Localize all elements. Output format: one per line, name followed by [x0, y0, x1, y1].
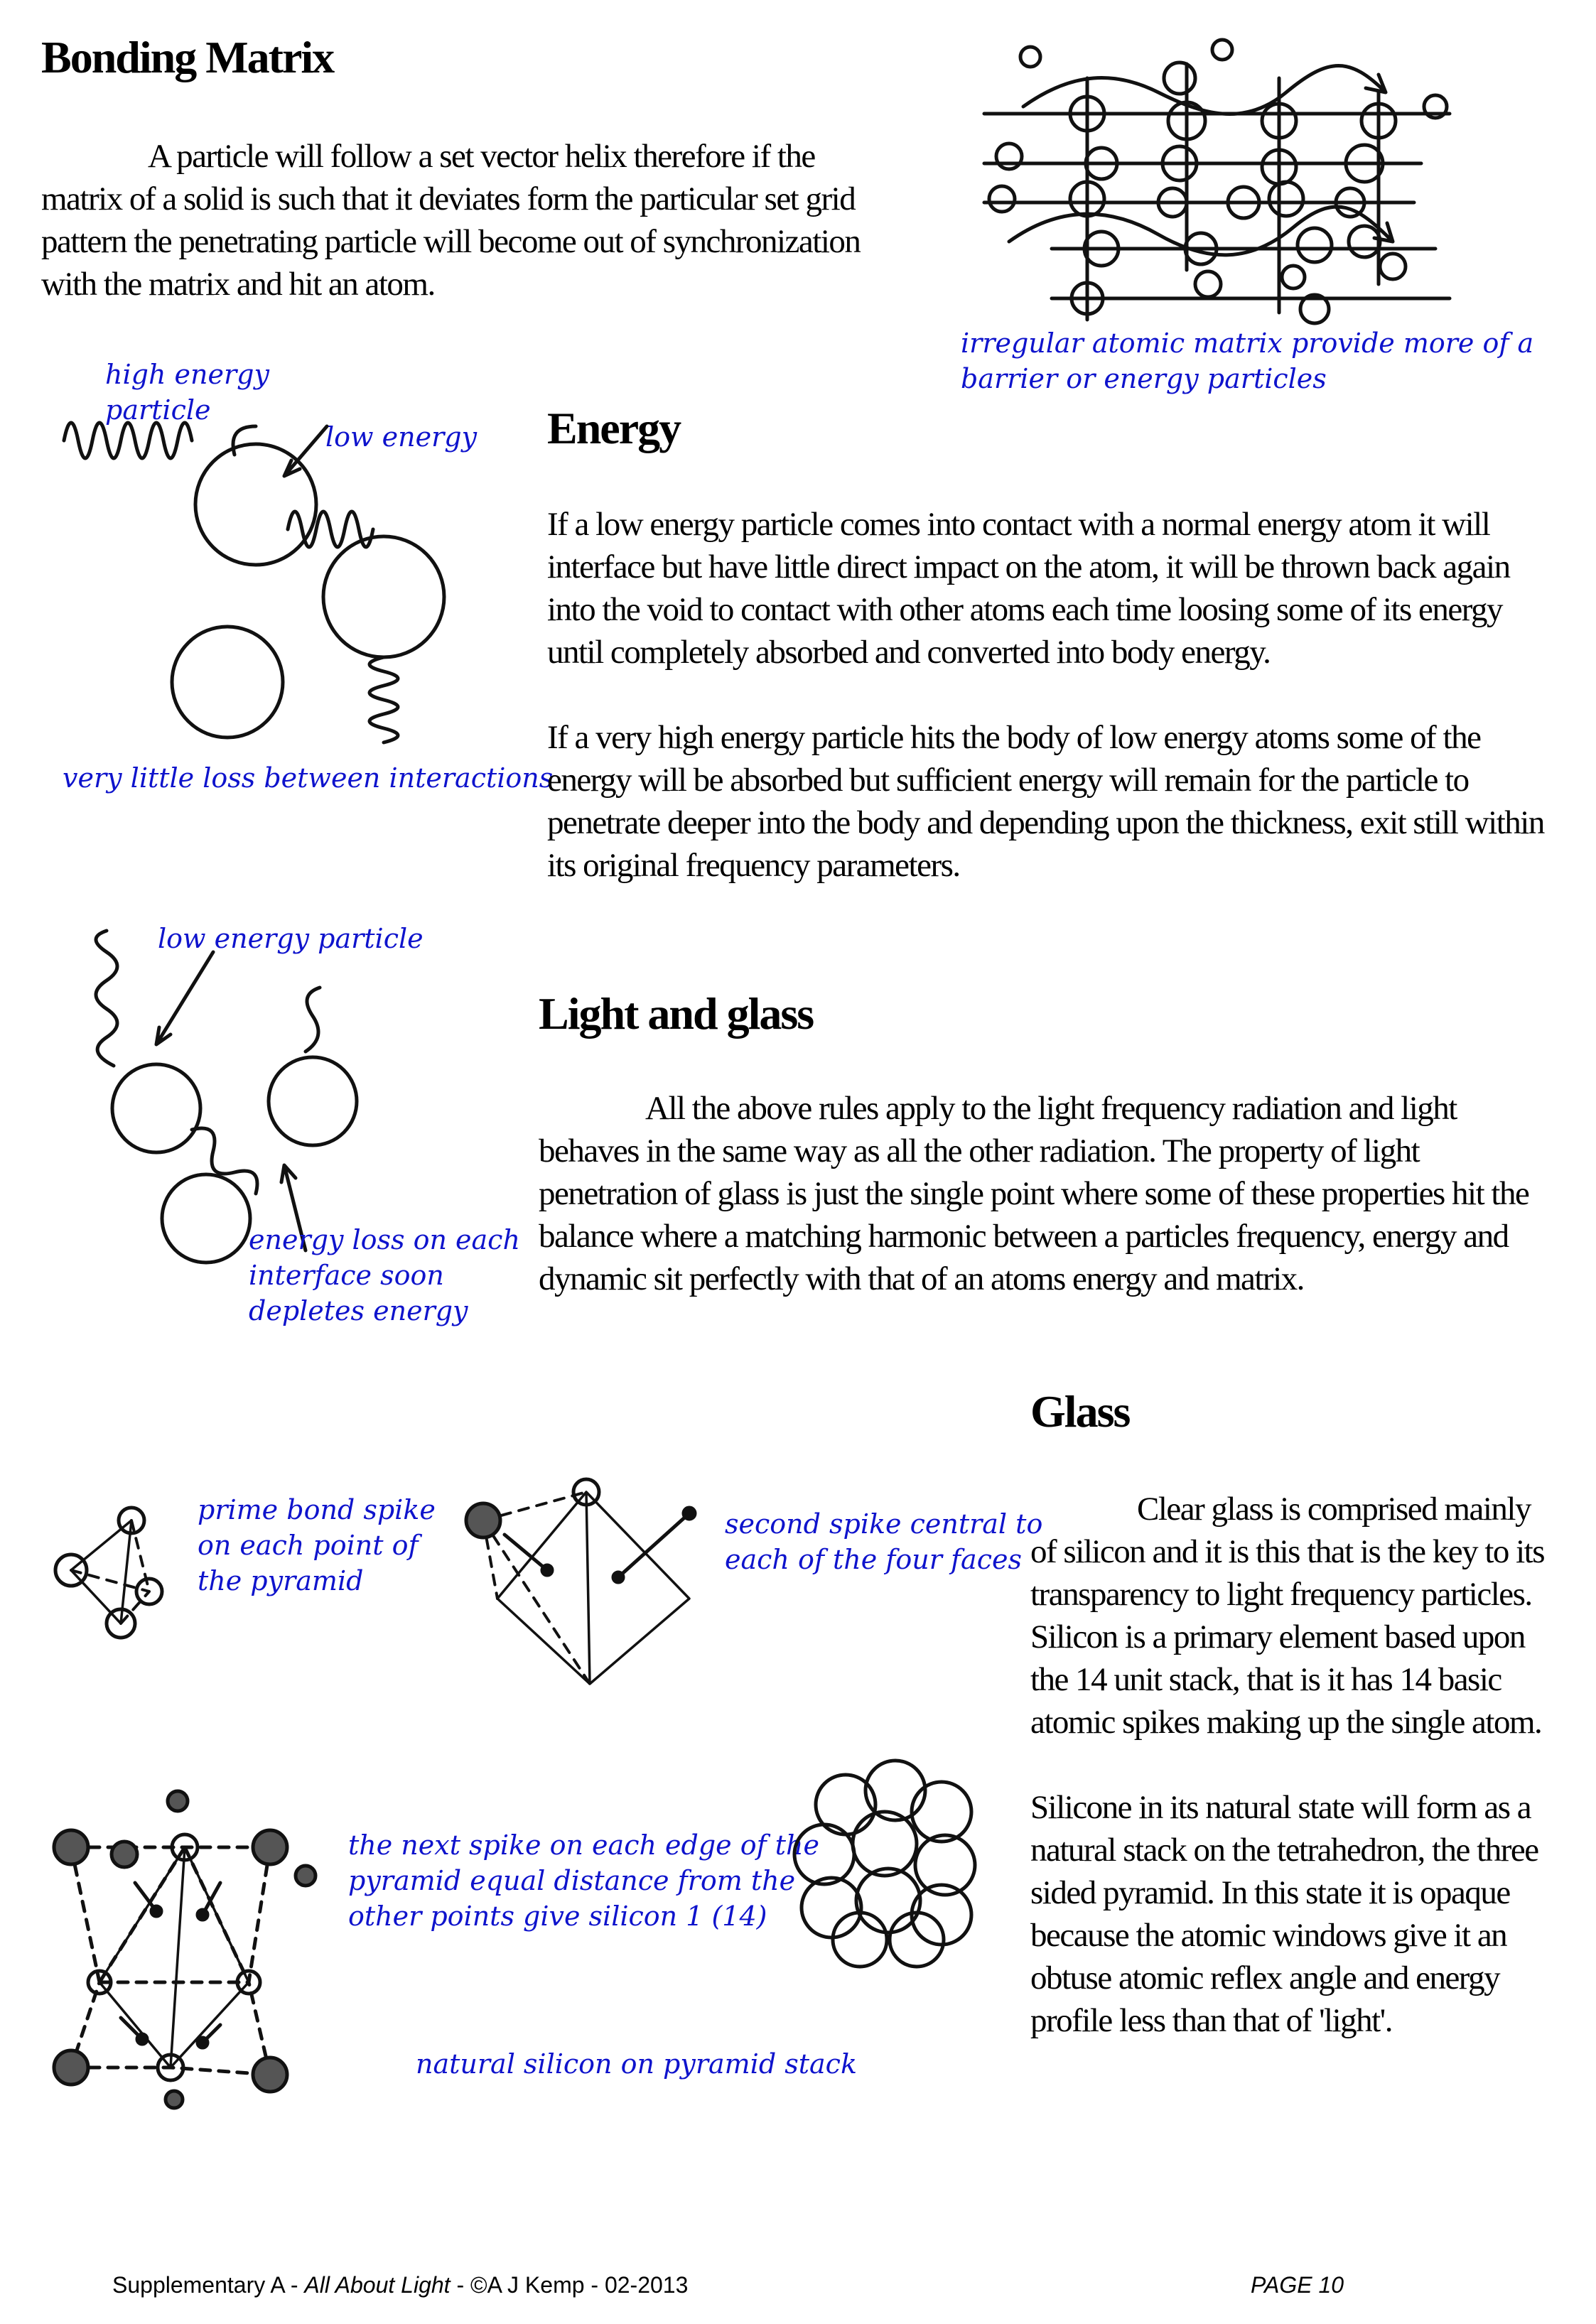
energy-loss-caption	[249, 1222, 520, 1329]
face-spike-dot-1	[542, 1565, 552, 1575]
bonding-matrix-heading: Bonding Matrix	[41, 32, 334, 82]
lattice-dot-4	[198, 2038, 207, 2048]
energy-heading: Energy	[547, 403, 681, 453]
lattice-hatched-2	[253, 1830, 287, 1864]
high-energy-particle-sketch	[50, 398, 476, 767]
lattice-hatched-1	[54, 1830, 88, 1864]
face-spikes	[505, 1513, 689, 1577]
helix-path-top	[1023, 66, 1386, 114]
footer-title: All About Light	[304, 2272, 451, 2298]
second-spike-caption-line1: second spike central to	[725, 1508, 1043, 1540]
prime-bond-caption-line2: on each point of	[198, 1530, 419, 1561]
helix-spring-3	[370, 657, 398, 742]
lattice-hatched-6	[112, 1842, 137, 1867]
second-spike-caption	[725, 1506, 1042, 1577]
irregular-matrix-caption-line2: barrier or energy particles	[961, 363, 1327, 394]
second-spike-pyramid-sketch	[455, 1471, 725, 1698]
energy-paragraph-1: If a low energy particle comes into contact with a normal energy atom it will interface but have little direct impact on the atom, it will be thrown back again into the void to contact with other atoms each time loosing some of its energy until completely absorbed and converted into body energy.	[547, 506, 1510, 671]
pyramid-dashed-edges	[71, 1520, 149, 1623]
lattice-hatched-8	[166, 2091, 183, 2108]
next-spike-caption-line2: pyramid equal distance from the	[348, 1865, 796, 1896]
second-spike-caption-line2: each of the four faces	[725, 1544, 1022, 1575]
energy-loss-caption-line1: energy loss on each	[249, 1224, 520, 1255]
page-number: PAGE 10	[1251, 2272, 1344, 2298]
lattice-solid-lines	[99, 1847, 249, 2068]
irregular-matrix-caption	[961, 325, 1533, 396]
light-and-glass-paragraph: All the above rules apply to the light frequency radiation and light behaves in the same way as all the other radiation. The property of light penetration of glass is just the single point where some of these properties hit the balance where a matching harmonic between a particles frequency, energy and dynamic sit perfectly with that of an atoms energy and matrix.	[539, 1090, 1529, 1297]
prime-bond-spike-caption	[198, 1492, 436, 1599]
bonding-matrix-paragraph	[41, 135, 866, 306]
prime-bond-caption-line3: the pyramid	[198, 1565, 364, 1596]
matrix-crosses	[984, 64, 1450, 320]
irregular-matrix-sketch	[981, 28, 1464, 327]
high-energy-caption-line1: high energy	[105, 359, 269, 390]
silicon-lattice-sketch	[43, 1790, 341, 2103]
high-energy-caption-line2: particle	[105, 394, 211, 426]
low-energy-atom-2	[269, 1057, 357, 1145]
lattice-spikes	[121, 1883, 220, 2043]
low-energy-caption: low energy	[325, 421, 478, 453]
footer-prefix: Supplementary A -	[112, 2272, 298, 2298]
light-and-glass-section	[539, 1087, 1533, 1300]
energy-paragraph-2: If a very high energy particle hits the body of low energy atoms some of the energy will be absorbed but sufficient energy will remain for the particle to penetrate deeper into the body and depending upon the thickness, exit still within its original frequency parameters.	[547, 719, 1544, 884]
energy-loss-caption-line3: depletes energy	[249, 1295, 468, 1326]
lattice-hatched-5	[168, 1791, 188, 1811]
low-energy-spring-2	[192, 1128, 257, 1194]
lattice-dashed-lines	[71, 1847, 270, 2075]
face-spike-dot-3	[684, 1508, 695, 1519]
silicon-stack-sketch	[782, 1762, 995, 1968]
bonding-matrix-text: A particle will follow a set vector helix therefore if the matrix of a solid is such that it deviates form the particular set grid pattern the penetrating particle will become out of synchronization with the matrix and hit an atom.	[41, 138, 861, 303]
glass-paragraph-1: Clear glass is comprised mainly of silicon and it is this that is the key to its transparency to light frequency particles. Silicon is a primary element based upon the 14 unit stack, that is it has 14 basic atomic spikes making up the single atom.	[1030, 1491, 1545, 1741]
spring-tail	[233, 426, 256, 455]
atom-circle-3	[172, 627, 283, 737]
glass-heading: Glass	[1030, 1386, 1130, 1437]
natural-silicon-caption: natural silicon on pyramid stack	[416, 2048, 857, 2080]
next-spike-caption	[348, 1827, 819, 1934]
face-pyramid-hatched-atom	[466, 1503, 500, 1537]
lattice-dot-3	[137, 2034, 147, 2044]
lattice-dot-2	[198, 1910, 207, 1920]
glass-paragraph-2: Silicone in its natural state will form as a natural stack on the tetrahedron, the three sided pyramid. In this state it is opaque because the atomic windows give it an obtuse atomic reflex angle and energy profile less than that of 'light'.	[1030, 1789, 1538, 2039]
footer-suffix: - ©A J Kemp - 02-2013	[456, 2272, 689, 2298]
next-spike-caption-line1: the next spike on each edge of the	[348, 1830, 819, 1861]
lattice-hatched-3	[54, 2050, 88, 2085]
face-spike-dot-2	[613, 1572, 623, 1582]
glass-section	[1030, 1488, 1556, 2042]
prime-bond-caption-line1: prime bond spike	[198, 1494, 436, 1525]
prime-bond-pyramid-sketch	[39, 1492, 181, 1648]
low-energy-atom-1	[112, 1064, 200, 1152]
lattice-dot-1	[151, 1906, 161, 1916]
low-energy-particle-caption: low energy particle	[158, 923, 424, 954]
stack-spheres	[794, 1761, 975, 1967]
energy-section	[547, 503, 1556, 887]
light-and-glass-heading: Light and glass	[539, 988, 814, 1039]
low-energy-atom-3	[162, 1174, 250, 1263]
very-little-loss-caption: very little loss between interactions	[63, 762, 554, 794]
energy-loss-caption-line2: interface soon	[249, 1260, 444, 1291]
low-energy-spring-1	[96, 931, 117, 1066]
atom-circle-2	[323, 536, 444, 657]
helix-spring-1	[64, 423, 192, 458]
next-spike-caption-line3: other points give silicon 1 (14)	[348, 1901, 767, 1932]
low-energy-spring-3	[306, 988, 320, 1052]
low-energy-arrow-2	[156, 952, 213, 1044]
lattice-hatched-4	[253, 2058, 287, 2092]
footer-left	[112, 2272, 688, 2298]
irregular-matrix-caption-line1: irregular atomic matrix provide more of a	[961, 328, 1534, 359]
lattice-hatched-7	[296, 1866, 316, 1886]
